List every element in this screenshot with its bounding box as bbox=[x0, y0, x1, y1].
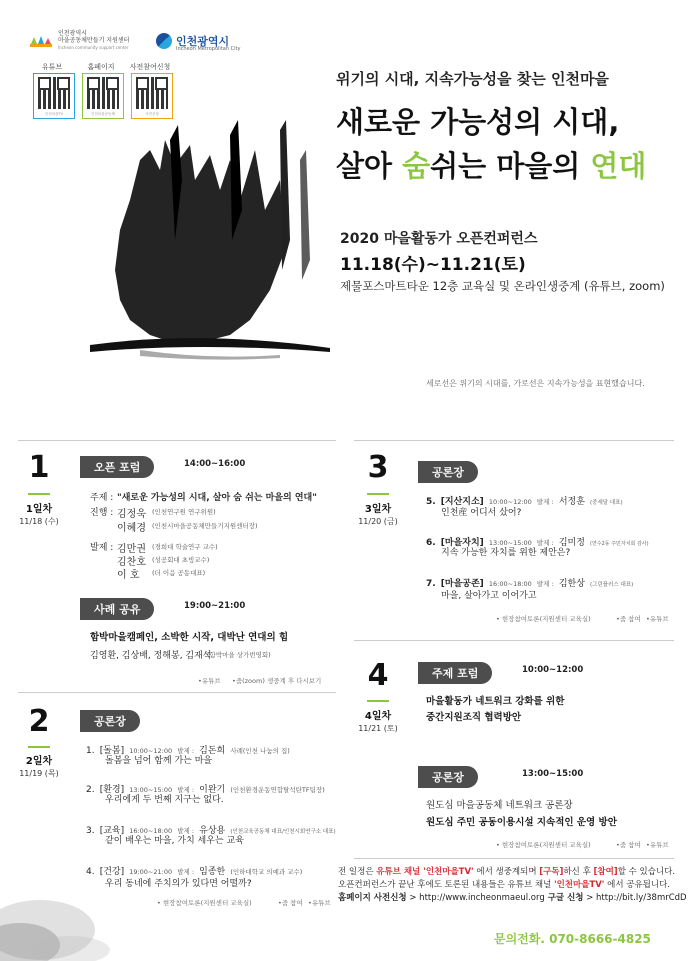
speaker-name: 이 호 bbox=[117, 570, 140, 581]
center-logo bbox=[30, 30, 140, 60]
qr-code-youtube[interactable] bbox=[33, 73, 75, 119]
footer-text: 하신 후 bbox=[563, 867, 594, 877]
item-time: 13:00~15:00 bbox=[488, 539, 532, 547]
title-part: 쉬는 마을의 bbox=[430, 149, 591, 183]
item-title: 우리 동네에 주치의가 있다면 어떨까? bbox=[105, 879, 252, 889]
google-signup-link[interactable]: > http://bit.ly/38mrCdD bbox=[583, 893, 687, 903]
hero-title-line2 bbox=[336, 144, 646, 188]
item-no: 1. bbox=[86, 746, 95, 756]
conference-name: 2020 마을활동가 오픈컨퍼런스 bbox=[340, 231, 538, 247]
google-signup-label: 구글 신청 bbox=[544, 893, 584, 903]
qr-caption-signup: 사전신청 bbox=[145, 112, 159, 116]
footer-line3 bbox=[338, 892, 687, 905]
subscribe-text: [구독] bbox=[539, 867, 564, 877]
day3-label: 3일차 bbox=[364, 504, 392, 515]
item-speaker-label: 발제 : bbox=[536, 498, 554, 506]
item-speaker: 서정훈 bbox=[558, 497, 585, 507]
conference-venue: 제물포스마트타운 12층 교육실 및 온라인생중계 (유튜브, zoom) bbox=[340, 279, 665, 293]
title-highlight-breath: 숨 bbox=[402, 149, 431, 183]
tag-public-forum: 공론장 bbox=[80, 710, 140, 732]
item-speaker-label: 발제 : bbox=[177, 827, 195, 835]
divider bbox=[18, 692, 336, 693]
item-time: 16:00~18:00 bbox=[488, 580, 532, 588]
mode-onsite: • 현장참여토론(지원센터 교육실) bbox=[157, 899, 252, 907]
item-affiliation: (연수2동 주민자치회 감사) bbox=[590, 541, 649, 547]
center-logo-icon bbox=[30, 34, 52, 48]
hero-subtitle: 위기의 시대, 지속가능성을 찾는 인천마을 bbox=[336, 70, 609, 88]
item-no: 6. bbox=[426, 538, 436, 548]
contact-phone: 문의전화. 070-8666-4825 bbox=[494, 932, 651, 946]
divider bbox=[354, 440, 674, 441]
case-speakers: 김영환, 김상배, 정해봉, 김재석 bbox=[90, 651, 212, 661]
day-accent-line bbox=[28, 493, 50, 495]
footer-text: 전 일정은 bbox=[338, 867, 377, 877]
ink-wash-decoration bbox=[0, 860, 150, 961]
qr-caption-youtube: 인천마을TV bbox=[44, 112, 64, 116]
item-time: 10:00~12:00 bbox=[488, 498, 532, 506]
session-time: 14:00~16:00 bbox=[184, 459, 246, 469]
youtube-channel: '인천마을TV' bbox=[553, 880, 605, 890]
host-name: 김정욱 bbox=[117, 509, 146, 520]
forum-title-line1: 마을활동가 네트워크 강화를 위한 bbox=[426, 696, 565, 707]
mode-zoom: •줌 참여 bbox=[278, 899, 303, 907]
mode-zoom: •줌 참여 bbox=[616, 841, 641, 849]
item-category: [교육] bbox=[99, 826, 125, 836]
footer-text: 오픈컨퍼런스가 끝난 후에도 토론된 내용들은 유튜브 채널 bbox=[338, 880, 554, 890]
item-affiliation: (인천환경운동연합탈석탄TF팀장) bbox=[230, 786, 325, 794]
case-title: 함박마을캠페인, 소박한 시작, 대박난 연대의 힘 bbox=[90, 632, 289, 643]
item-no: 3. bbox=[86, 826, 95, 836]
qr-code-icon bbox=[38, 77, 70, 109]
footer-text: 할 수 있습니다. bbox=[617, 867, 676, 877]
mode-youtube: •유튜브 bbox=[308, 899, 331, 907]
forum-title-line1: 원도심 마을공동체 네트워크 공론장 bbox=[426, 800, 573, 811]
day2-number: 2 bbox=[28, 704, 50, 739]
footer-text: 에서 공유됩니다. bbox=[604, 880, 671, 890]
day2-label: 2일차 bbox=[25, 756, 53, 767]
item-speaker: 임종한 bbox=[199, 867, 226, 877]
speaker-affiliation: (성공회대 초빙교수) bbox=[152, 556, 210, 564]
day3-date: 11/20 (금) bbox=[358, 517, 398, 526]
item-no: 2. bbox=[86, 785, 95, 795]
item-affiliation: (인하대학교 의예과 교수) bbox=[230, 868, 303, 876]
item-affiliation: (중세달 대표) bbox=[590, 500, 623, 506]
day2-date: 11/19 (목) bbox=[19, 769, 59, 778]
item-title: 마을, 살아가고 이어가고 bbox=[441, 591, 537, 601]
day1-date: 11/18 (수) bbox=[19, 517, 59, 526]
topic-label: 주제 : bbox=[90, 493, 114, 503]
item-speaker: 김한상 bbox=[558, 579, 585, 589]
item-speaker-label: 발제 : bbox=[536, 539, 554, 547]
speaker-name: 김만권 bbox=[117, 544, 146, 555]
mode-youtube: •유튜브 bbox=[646, 615, 669, 623]
item-title: 돌봄을 넘어 함께 가는 마을 bbox=[105, 756, 213, 766]
item-category: [건강] bbox=[99, 867, 125, 877]
item-category: [마을자치] bbox=[440, 538, 484, 548]
item-speaker-label: 발제 : bbox=[177, 747, 195, 755]
day1-number: 1 bbox=[28, 450, 50, 485]
host-name: 이혜경 bbox=[117, 523, 146, 534]
tag-theme-forum: 주제 포럼 bbox=[418, 662, 492, 684]
divider bbox=[354, 640, 674, 641]
session-time: 10:00~12:00 bbox=[522, 665, 584, 675]
item-speaker-label: 발제 : bbox=[536, 580, 554, 588]
title-part: 살아 bbox=[336, 149, 403, 183]
item-title: 같이 배우는 마을, 가치 세우는 교육 bbox=[105, 836, 244, 846]
footer-text: 에서 생중계되며 bbox=[473, 867, 540, 877]
join-text: [참여] bbox=[593, 867, 618, 877]
speaker-name: 김찬호 bbox=[117, 557, 146, 568]
qr-label-signup: 사전참여신청 bbox=[129, 63, 171, 71]
item-time: 13:00~15:00 bbox=[129, 786, 173, 794]
qr-caption-homepage: 인천마을공동체 bbox=[91, 112, 115, 116]
center-logo-line2: 마을공동체만들기 지원센터 bbox=[58, 37, 130, 44]
item-affiliation: 사례(인천 나눔의 집) bbox=[230, 747, 290, 755]
item-category: [돌봄] bbox=[99, 746, 125, 756]
item-speaker: 김돈희 bbox=[199, 746, 226, 756]
qr-label-youtube: 유튜브 bbox=[41, 63, 63, 71]
item-title: 우리에게 두 번째 지구는 없다. bbox=[105, 795, 224, 805]
item-category: [환경] bbox=[99, 785, 125, 795]
hero-title-line1: 새로운 가능성의 시대, bbox=[336, 105, 620, 139]
qr-code-signup[interactable] bbox=[131, 73, 173, 119]
host-affiliation: (인천시마을공동체만들기지원센터장) bbox=[152, 522, 258, 530]
item-no: 4. bbox=[86, 867, 95, 877]
item-category: [지산지소] bbox=[440, 497, 484, 507]
mode-zoom: •줌(zoom) 생중계 후 다시보기 bbox=[232, 677, 322, 685]
item-time: 10:00~12:00 bbox=[129, 747, 173, 755]
session-time: 13:00~15:00 bbox=[522, 769, 584, 779]
tag-open-forum: 오픈 포럼 bbox=[80, 456, 154, 478]
divider bbox=[18, 440, 336, 441]
item-time: 16:00~18:00 bbox=[129, 827, 173, 835]
item-speaker-label: 발제 : bbox=[177, 786, 195, 794]
city-emblem-icon bbox=[156, 33, 172, 49]
forum-topic: "새로운 가능성의 시대, 살아 숨 쉬는 마을의 연대" bbox=[117, 493, 317, 503]
footer-notice bbox=[338, 866, 687, 905]
day-accent-line bbox=[367, 700, 389, 702]
qr-code-homepage[interactable] bbox=[82, 73, 124, 119]
mode-onsite: • 현장참여토론(지원센터 교육실) bbox=[496, 615, 591, 623]
tag-case-sharing: 사례 공유 bbox=[80, 598, 154, 620]
mode-zoom: •줌 참여 bbox=[616, 615, 641, 623]
day-accent-line bbox=[28, 746, 50, 748]
day-accent-line bbox=[367, 493, 389, 495]
homepage-link[interactable]: > http://www.incheonmaeul.org bbox=[406, 893, 545, 903]
day4-label: 4일차 bbox=[364, 711, 392, 722]
center-logo-line1: 인천광역시 bbox=[58, 30, 87, 37]
item-speaker: 이완기 bbox=[199, 785, 226, 795]
youtube-channel: 유튜브 채널 '인천마을TV' bbox=[376, 867, 474, 877]
item-category: [마을공존] bbox=[440, 579, 484, 589]
day4-number: 4 bbox=[367, 658, 389, 693]
case-speakers-affiliation: (함박마을 상가번영회) bbox=[207, 651, 271, 659]
qr-code-icon bbox=[87, 77, 119, 109]
conference-dates: 11.18(수)~11.21(토) bbox=[340, 255, 526, 275]
item-affiliation: (인천교육공동체 대표/인천시회연구소 대표) bbox=[230, 829, 336, 835]
item-title: 인천産 어디서 샀어? bbox=[441, 508, 522, 518]
tag-public-forum: 공론장 bbox=[418, 461, 478, 483]
footer-line2 bbox=[338, 879, 687, 892]
session-time: 19:00~21:00 bbox=[184, 601, 246, 611]
qr-code-icon bbox=[136, 77, 168, 109]
day4-date: 11/21 (토) bbox=[358, 724, 398, 733]
item-speaker: 김미정 bbox=[558, 538, 585, 548]
speaker-affiliation: (경희대 학술연구 교수) bbox=[152, 543, 218, 551]
item-speaker-label: 발제 : bbox=[177, 868, 195, 876]
artwork-note: 세로선은 위기의 시대를, 가로선은 지속가능성을 표현했습니다. bbox=[426, 379, 645, 388]
homepage-signup-label: 홈페이지 사전신청 bbox=[338, 893, 407, 903]
item-title: 지속 가능한 자치를 위한 제안은? bbox=[441, 548, 571, 558]
mode-youtube: •유튜브 bbox=[646, 841, 669, 849]
city-sub: Incheon Metropolitan City bbox=[176, 46, 241, 52]
host-label: 진행 : bbox=[90, 508, 114, 518]
city-name: 인천광역시 bbox=[176, 35, 230, 48]
tag-public-forum: 공론장 bbox=[418, 766, 478, 788]
day1-label: 1일차 bbox=[25, 504, 53, 515]
item-time: 19:00~21:00 bbox=[129, 868, 173, 876]
title-highlight-solidarity: 연대 bbox=[590, 149, 647, 183]
forum-title-line2: 원도심 주민 공동이용시설 지속적인 운영 방안 bbox=[426, 817, 617, 828]
qr-label-homepage: 홈페이지 bbox=[87, 63, 115, 71]
host-affiliation: (인천연구원 연구위원) bbox=[152, 508, 216, 516]
footer-line1 bbox=[338, 866, 687, 879]
item-speaker: 유상용 bbox=[199, 826, 226, 836]
speaker-affiliation: (더 이음 공동대표) bbox=[152, 569, 206, 577]
mode-onsite: • 현장참여토론(지원센터 교육실) bbox=[496, 841, 591, 849]
item-affiliation: (그린플러스 대표) bbox=[590, 582, 634, 588]
ink-brush-artwork bbox=[80, 120, 340, 360]
forum-title-line2: 중간지원조직 협력방안 bbox=[426, 712, 522, 723]
mode-youtube: •유튜브 bbox=[198, 677, 221, 685]
center-logo-line3: Incheon community support center bbox=[58, 45, 129, 50]
divider bbox=[354, 858, 674, 859]
day3-number: 3 bbox=[367, 450, 389, 485]
item-no: 5. bbox=[426, 497, 436, 507]
speaker-label: 발제 : bbox=[90, 543, 114, 553]
hero-title bbox=[336, 100, 646, 188]
item-no: 7. bbox=[426, 579, 436, 589]
